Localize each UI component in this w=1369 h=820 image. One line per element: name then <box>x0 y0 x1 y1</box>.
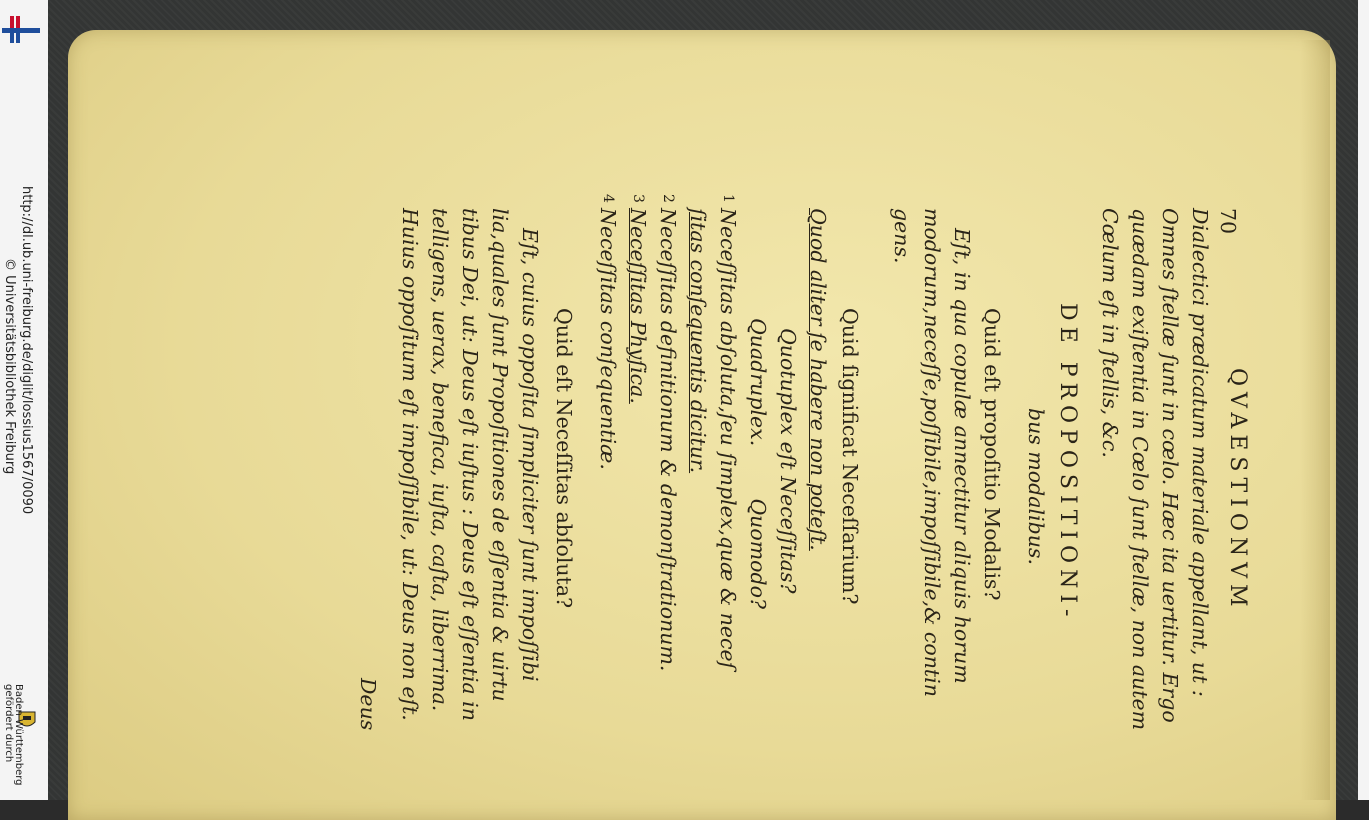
sponsor-region: Baden-Württemberg <box>13 684 24 786</box>
text-line: Cœlum eſt in ſtellis, &c. <box>1098 208 1122 458</box>
question-line: Quotuplex eſt Neceſſitas? <box>776 328 800 594</box>
catchword: Deus <box>356 678 380 731</box>
text-line: Dialectici prædicatum materiale appellant, ut : <box>1188 208 1212 697</box>
text-line: modorum,neceſſe,poſſibile,impoſſibile,& contin <box>920 208 944 697</box>
answer-line: Quod aliter ſe habere non poteſt. <box>806 208 830 551</box>
list-item: Neceſſitas Phyſica. <box>626 208 650 404</box>
answer-line: Quadruplex. Quomodo? <box>746 318 770 609</box>
list-item: Neceſſitas definitionum & demonſtrationum. <box>656 208 680 672</box>
question-line: Quid eſt Neceſſitas abſoluta? <box>552 308 576 609</box>
left-margin-strip <box>0 0 48 800</box>
text-line: telligens, uerax, benefica, iuſta, caſta, liberrima. <box>428 208 452 712</box>
list-number: 3 <box>630 194 646 203</box>
question-line: Quid ſignificat Neceſſarium? <box>838 308 862 605</box>
sponsor-label: gefördert durch <box>3 684 14 763</box>
list-number: 2 <box>660 194 676 203</box>
text-line: quædam exiſtentia in Cœlo ſunt ſtellæ, non autem <box>1128 208 1152 731</box>
section-heading: DE PROPOSITIONI- <box>1055 303 1080 623</box>
text-line: lia,quales ſunt Propoſitiones de eſſentia & uirtu <box>488 208 512 702</box>
copyright-notice: © Universitätsbibliothek Freiburg <box>2 258 17 475</box>
text-line: Eſt, in qua copulæ annectitur aliquis horum <box>950 228 974 684</box>
question-line: Quid eſt propoſitio Modalis? <box>980 308 1004 601</box>
page-number: 70 <box>1216 208 1240 235</box>
list-number: 4 <box>600 194 616 203</box>
running-head: QVAESTIONVM <box>1225 368 1250 613</box>
list-item-cont: ſitas conſequentis dicitur. <box>686 208 710 474</box>
text-line: tibus Dei, ut: Deus eſt iuſtus : Deus eſt eſſentia in <box>458 208 482 721</box>
text-line: gens. <box>890 208 914 264</box>
list-item: Neceſſitas conſequentiæ. <box>596 208 620 470</box>
text-line: Eſt, cuius oppoſita ſimpliciter ſunt impoſſibi <box>518 228 542 682</box>
document-url[interactable]: http://dl.ub.uni-freiburg.de/diglit/lossius1567/0090 <box>19 186 34 515</box>
list-number: 1 <box>720 194 736 203</box>
library-logo-icon <box>2 14 42 44</box>
right-margin-strip <box>1358 0 1369 800</box>
text-line: Omnes ſtellæ ſunt in cœlo. Hæc ita uertitur. Ergo <box>1158 208 1182 723</box>
page-edge-shadow <box>1300 40 1330 800</box>
section-heading-cont: bus modalibus. <box>1024 408 1048 565</box>
text-line: Huius oppoſitum eſt impoſſibile, ut: Deus non eſt. <box>398 208 422 721</box>
list-item: Neceſſitas abſoluta,ſeu ſimplex,quæ & neceſ <box>716 208 740 670</box>
